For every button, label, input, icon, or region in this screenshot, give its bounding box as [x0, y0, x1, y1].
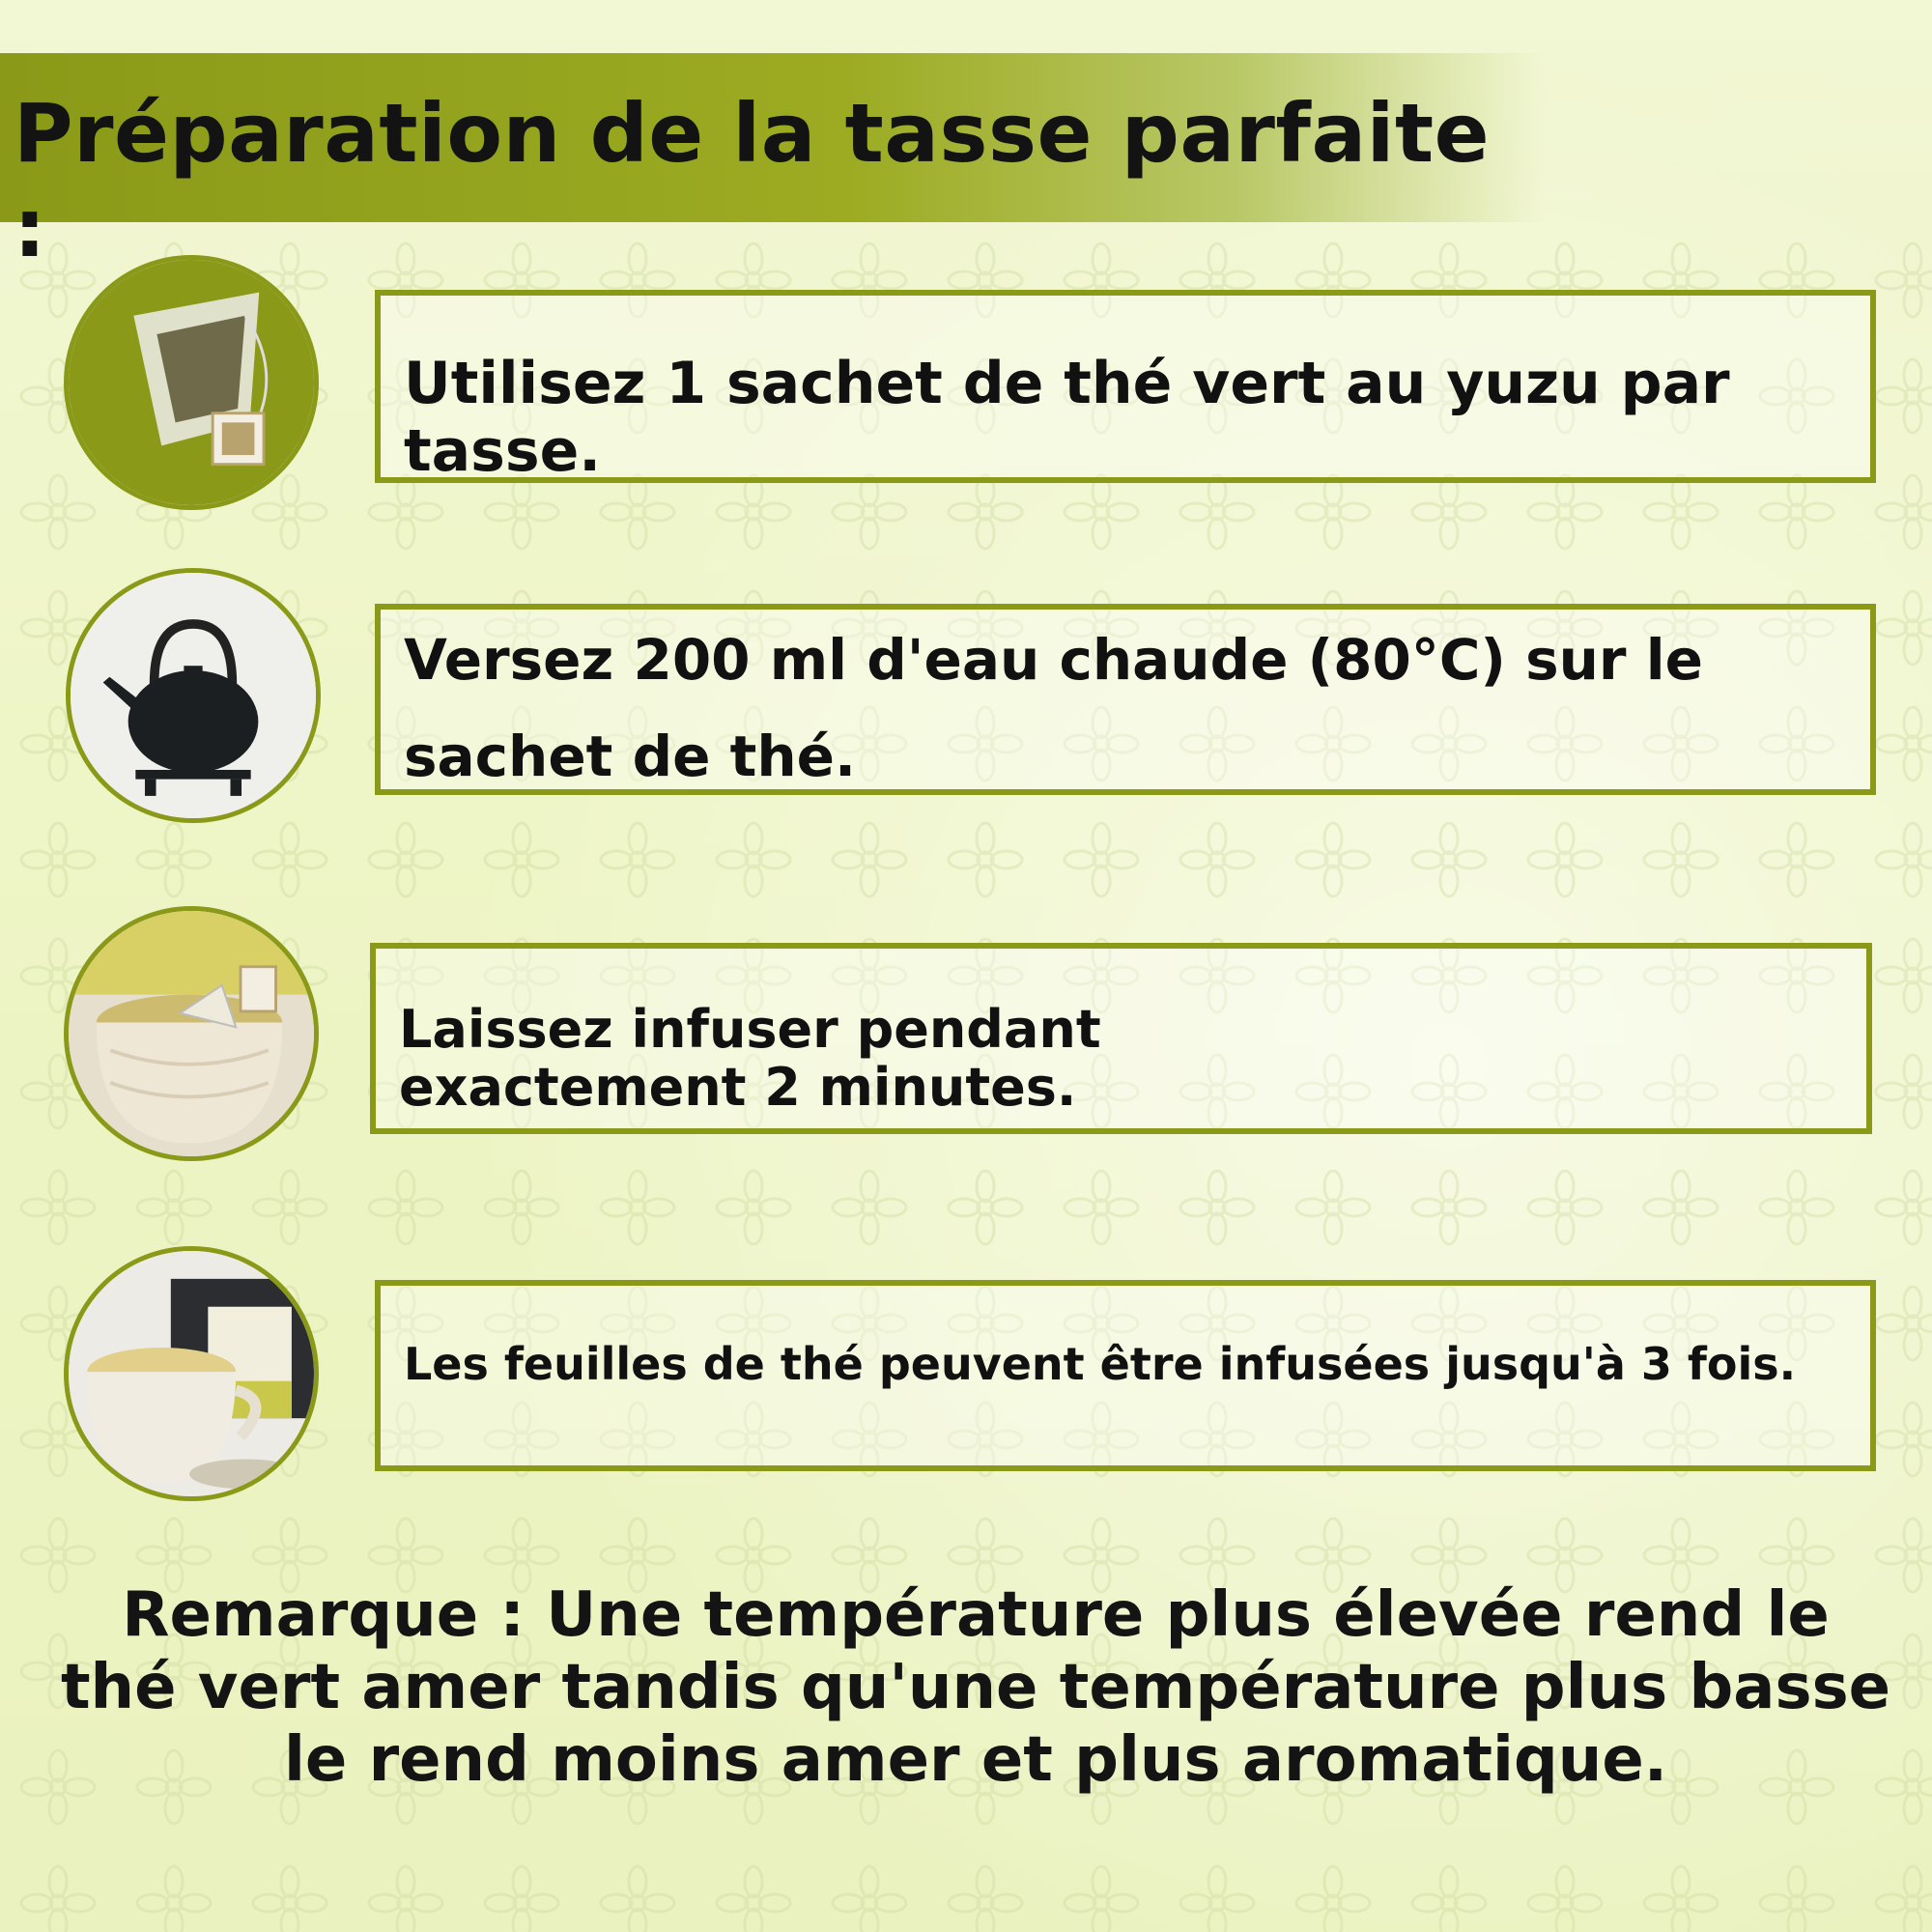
tea-bag-icon: [64, 255, 319, 510]
header-banner: [0, 53, 1546, 275]
step-4-box: [375, 1280, 1876, 1471]
step-4-text: Les feuilles de thé peuvent être infusées jusqu'à 3 fois.: [404, 1338, 1797, 1390]
tea-cup-box-icon: [64, 1246, 319, 1501]
step-2-box: [375, 604, 1876, 795]
step-1-box: [375, 290, 1876, 483]
step-2-text: Versez 200 ml d'eau chaude (80°C) sur le sachet de thé.: [404, 627, 1703, 789]
remark-note: Remarque : Une température plus élevée rend le thé vert amer tandis qu'une température plus basse le rend moins amer et plus aromatique.: [60, 1579, 1891, 1796]
step-3-box: [370, 943, 1872, 1134]
tea-cup-icon: [64, 906, 319, 1161]
step-1-text: Utilisez 1 sachet de thé vert au yuzu par tasse.: [404, 350, 1730, 485]
page-title: Préparation de la tasse parfaite :: [14, 86, 1491, 275]
teapot-icon: [66, 568, 321, 823]
step-3-text: Laissez infuser pendant exactement 2 minutes.: [399, 999, 1101, 1118]
